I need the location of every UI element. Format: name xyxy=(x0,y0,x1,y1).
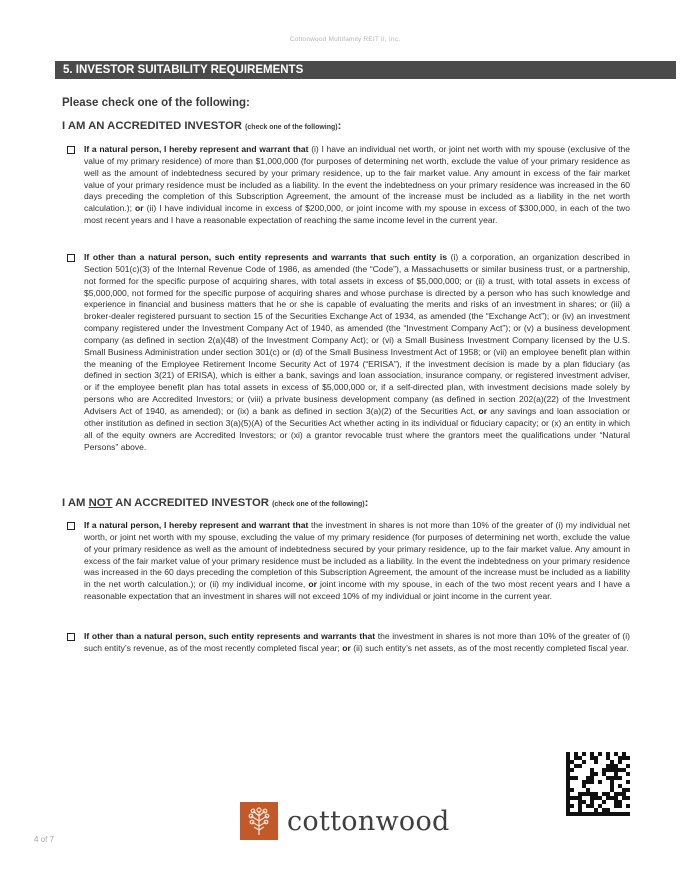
item-body: the investment in shares is not more than 10% of the greater of (i) my individual net worth, or joint net worth with my spouse, excluding the value of my primary residence (for purposes of determining net worth, exclude the value of your primary residence as well as the amount of indebtedness secured by your primary residence, up to the fair market value. Any amount in excess of the fair market value of your primary residence must be included as a liability. In the event the indebtedness on your primary residence was increased in the 60 days preceding the completion of this Subscription Agreement, the amount of the increase must be included as a liability in the net worth calculation.); or (ii) my individual income, xyxy=(84,520,630,590)
item-body-cont: (ii) such entity’s net assets, as of the most recently completed fiscal year. xyxy=(350,642,629,653)
accredited-entity-checkbox[interactable] xyxy=(67,254,75,262)
not-accredited-colon: : xyxy=(364,497,369,509)
accredited-subheading: (check one of the following) xyxy=(245,124,338,131)
accredited-option-entity xyxy=(67,252,630,453)
page-number: 4 of 7 xyxy=(34,835,55,844)
not-accredited-option-natural-person xyxy=(67,520,630,603)
not-accredited-heading-not: NOT xyxy=(88,497,113,509)
not-accredited-entity-text xyxy=(84,631,630,655)
check-one-prompt: Please check one of the following: xyxy=(62,97,250,109)
accredited-heading xyxy=(62,120,341,132)
not-accredited-natural-person-checkbox[interactable] xyxy=(67,522,75,530)
not-accredited-heading-post: AN ACCREDITED INVESTOR xyxy=(112,497,269,509)
item-body-cont: any savings and loan association or other institution as defined in section 3(a)(5)(A) of the Securities Act whether acting in its individual or fiduciary capacity; or (x) an entity in which all of the equity owners are Accredited Investors; or (xi) a grantor revocable trust where the grantors meet the qualifications under “Natural Persons” above. xyxy=(84,405,630,452)
accredited-natural-person-checkbox[interactable] xyxy=(67,146,75,154)
item-body: the investment in shares is not more than 10% of the greater of (i) such entity’s revenue, as of the most recently completed fiscal year; xyxy=(84,631,630,653)
cottonwood-logo xyxy=(240,802,450,840)
item-lead: If a natural person, I hereby represent and warrant that xyxy=(84,144,309,154)
section-title: 5. INVESTOR SUITABILITY REQUIREMENTS xyxy=(55,61,676,79)
item-or: or xyxy=(308,579,317,590)
not-accredited-natural-person-text xyxy=(84,520,630,603)
not-accredited-subheading: (check one of the following) xyxy=(272,501,365,508)
cottonwood-wordmark: cottonwood xyxy=(287,805,450,837)
not-accredited-entity-checkbox[interactable] xyxy=(67,633,75,641)
accredited-colon: : xyxy=(337,120,342,132)
accredited-option-natural-person xyxy=(67,144,630,227)
item-lead: If a natural person, I hereby represent and warrant that xyxy=(84,520,309,530)
item-body-cont: joint income with my spouse, in each of the two most recent years and I have a reasonable expectation that an investment in shares will not exceed 10% of my individual or joint income in the current year. xyxy=(84,579,630,602)
item-or: or xyxy=(135,203,144,214)
item-or: or xyxy=(478,405,488,416)
item-body: (i) I have an individual net worth, or joint net worth with my spouse (exclusive of the value of my primary residence) of more than $1,000,000 (for purposes of determining net worth, exclude the value of your primary residence as well as the amount of indebtedness secured by your primary residence, up to the fair market value. Any amount in excess of the fair market value of your primary residence must be included as a liability. In the event the indebtedness on your primary residence was increased in the 60 days preceding the completion of this Subscription Agreement, the amount of the increase must be included as a liability in the net worth calculation.); xyxy=(84,144,630,214)
accredited-heading-label: I AM AN ACCREDITED INVESTOR xyxy=(62,120,242,132)
item-body: (i) a corporation, an organization described in Section 501(c)(3) of the Internal Revenue Code of 1986, as amended (the “Code”), a Massachusetts or similar business trust, or a partnership, not formed for the specific purpose of acquiring shares, with total assets in excess of $5,000,000; or (ii) a trust, with total assets in excess of $5,000,000, not formed for the specific purpose of acquiring shares and whose purchase is directed by a person who has such knowledge and experience in financial and business matters that he or she is capable of evaluating the merits and risks of an investment in shares; or (iii) a broker-dealer registered pursuant to section 15 of the Securities Exchange Act of 1934, as amended (the “Exchange Act”); or (iv) an investment company registered under the Investment Company Act of 1940, as amended (the “Investment Company Act”); or (v) a business development company (as defined in section 2(a)(48) of the Investment Company Act); or (vi) a Small Business Investment Company licensed by the U.S. Small Business Administration under section 301(c) or (d) of the Small Business Investment Act of 1958; or (vii) an employee benefit plan within the meaning of the Employee Retirement Income Security Act of 1974 (“ERISA”), if the investment decision is made by a plan fiduciary (as defined in section 3(21) of ERISA), which is either a bank, savings and loan association, insurance company, or registered investment adviser, or if the employee benefit plan has total assets in excess of $5,000,000 or, if a self-directed plan, with investment decisions made solely by persons who are Accredited Investors; or (viii) a private business development company (as defined in section 202(a)(22) of the Investment Advisers Act of 1940, as amended); or (ix) a bank as defined in section 3(a)(2) of the Securities Act, xyxy=(84,252,630,416)
accredited-entity-text xyxy=(84,252,630,453)
qr-code-icon xyxy=(566,752,630,816)
not-accredited-option-entity xyxy=(67,631,630,655)
cottonwood-logo-icon xyxy=(240,802,278,840)
item-lead: If other than a natural person, such entity represents and warrants that xyxy=(84,631,376,641)
item-or: or xyxy=(342,642,351,653)
header-note: Cottonwood Multifamily REIT II, Inc. xyxy=(289,36,401,43)
item-lead: If other than a natural person, such entity represents and warrants that such entity is xyxy=(84,252,447,262)
not-accredited-heading xyxy=(62,497,368,509)
accredited-natural-person-text xyxy=(84,144,630,227)
not-accredited-heading-pre: I AM xyxy=(62,497,89,509)
item-body-cont: (ii) I have individual income in excess of $200,000, or joint income with my spouse in excess of $300,000, in each of the two most recent years and I have a reasonable expectation of reaching the same income level in the current year. xyxy=(84,203,630,226)
